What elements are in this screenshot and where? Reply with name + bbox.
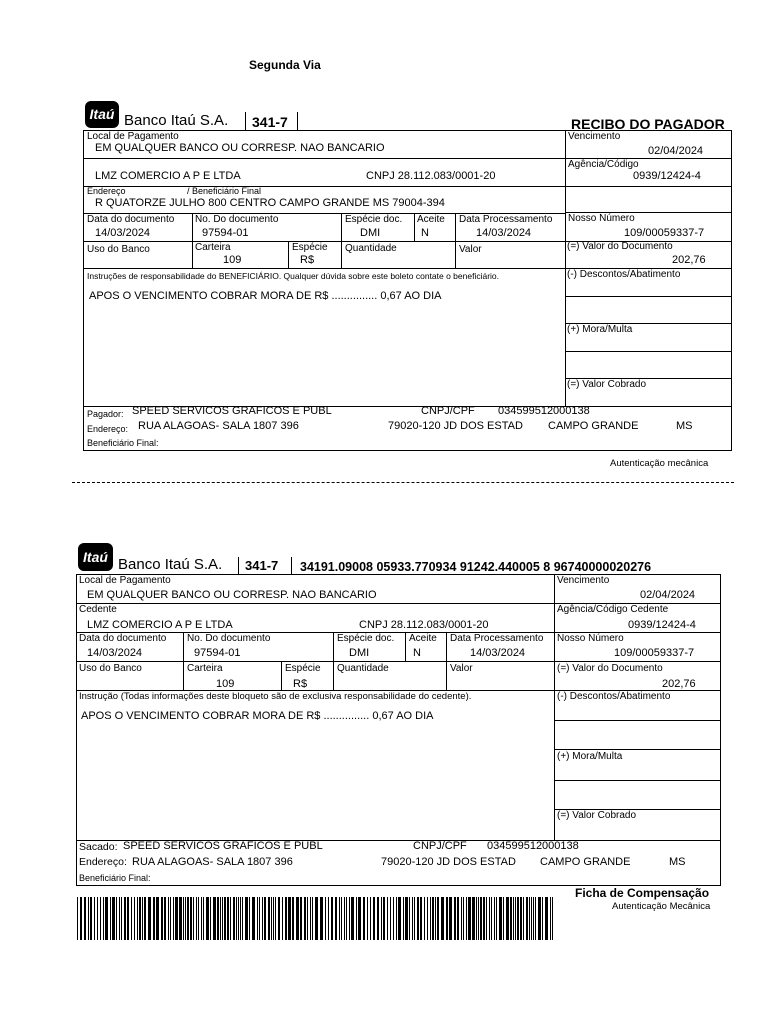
recibo-no-doc: 97594-01 bbox=[202, 227, 249, 239]
barcode-bar bbox=[424, 897, 425, 940]
barcode-bar bbox=[153, 897, 155, 940]
recibo-autenticacao: Autenticação mecânica bbox=[610, 458, 709, 469]
barcode-bar bbox=[249, 897, 250, 940]
barcode-bar bbox=[531, 897, 532, 940]
barcode-bar bbox=[383, 897, 385, 940]
barcode-bar bbox=[161, 897, 163, 940]
barcode-bar bbox=[103, 897, 104, 940]
bank-code: 341-7 bbox=[252, 114, 288, 130]
recibo-quantidade-label: Quantidade bbox=[345, 243, 397, 254]
barcode-bar bbox=[344, 897, 345, 940]
ficha-autenticacao: Autenticação Mecânica bbox=[612, 901, 711, 912]
barcode-bar bbox=[240, 897, 241, 940]
barcode-bar bbox=[131, 897, 132, 940]
ficha-cidade: CAMPO GRANDE bbox=[540, 856, 631, 868]
recibo-local: EM QUALQUER BANCO OU CORRESP. NAO BANCARIO bbox=[95, 142, 385, 154]
barcode-bar bbox=[358, 897, 361, 940]
itau-logo: Itaú bbox=[85, 101, 119, 128]
barcode-bar bbox=[496, 897, 497, 940]
barcode-bar bbox=[220, 897, 221, 940]
barcode-bar bbox=[80, 897, 82, 940]
barcode-bar bbox=[478, 897, 479, 940]
barcode-bar bbox=[552, 897, 553, 940]
ficha-bank-code: 341-7 bbox=[245, 558, 279, 573]
barcode-bar bbox=[139, 897, 141, 940]
barcode-bar bbox=[264, 897, 266, 940]
ficha-endereco-label: Endereço: bbox=[79, 856, 127, 868]
barcode-bar bbox=[542, 897, 543, 940]
ficha-nosso-numero: 109/00059337-7 bbox=[614, 647, 695, 659]
ficha-vencimento: 02/04/2024 bbox=[640, 589, 696, 601]
recibo-no-doc-label: No. Do documento bbox=[195, 214, 279, 225]
barcode-bar bbox=[262, 897, 263, 940]
barcode-bar bbox=[499, 897, 502, 940]
barcode-bar bbox=[259, 897, 260, 940]
linha-digitavel: 34191.09008 05933.770934 91242.440005 8 96740000020276 bbox=[300, 560, 652, 574]
barcode-bar bbox=[387, 897, 388, 940]
ficha-especie-label: Espécie bbox=[285, 663, 321, 674]
recibo-cep-bairro: 79020-120 JD DOS ESTAD bbox=[388, 420, 523, 432]
barcode-bar bbox=[134, 897, 135, 940]
barcode-bar bbox=[312, 897, 313, 940]
barcode-bar bbox=[227, 897, 229, 940]
barcode-bar bbox=[222, 897, 223, 940]
barcode-bar bbox=[315, 897, 318, 940]
barcode-bar bbox=[517, 897, 519, 940]
barcode-bar bbox=[430, 897, 431, 940]
bank-name: Banco Itaú S.A. bbox=[124, 112, 229, 129]
barcode-bar bbox=[535, 897, 536, 940]
recibo-agencia-label: Agência/Código bbox=[568, 159, 639, 170]
barcode-bar bbox=[550, 897, 551, 940]
recibo-aceite: N bbox=[421, 227, 429, 239]
ficha-title: Ficha de Compensação bbox=[575, 886, 710, 900]
recibo-data-proc-label: Data Processamento bbox=[459, 214, 553, 225]
barcode-bar bbox=[252, 897, 255, 940]
ficha-especie: R$ bbox=[293, 678, 308, 690]
barcode-bar bbox=[515, 897, 516, 940]
barcode-bar bbox=[466, 897, 467, 940]
ficha-cnpj-cpf-label: CNPJ/CPF bbox=[413, 840, 467, 852]
barcode-bar bbox=[526, 897, 528, 940]
barcode-bar bbox=[449, 897, 452, 940]
recibo-valor-cobrado-label: (=) Valor Cobrado bbox=[567, 379, 647, 390]
barcode-bar bbox=[148, 897, 151, 940]
ficha-agencia: 0939/12424-4 bbox=[628, 619, 696, 631]
recibo-nosso-numero: 109/00059337-7 bbox=[624, 227, 705, 239]
barcode-bar bbox=[142, 897, 143, 940]
ficha-cnpj-cpf: 034599512000138 bbox=[487, 840, 579, 852]
barcode-bar bbox=[506, 897, 509, 940]
barcode-bar bbox=[472, 897, 475, 940]
barcode-bar bbox=[346, 897, 347, 940]
ficha-cep-bairro: 79020-120 JD DOS ESTAD bbox=[381, 856, 516, 868]
barcode-bar bbox=[187, 897, 189, 940]
barcode-bar bbox=[285, 897, 287, 940]
recibo-vencimento-label: Vencimento bbox=[568, 131, 621, 142]
ficha-instrucao-label: Instrução (Todas informações deste bloqueto são de exclusiva responsabilidade do cedente). bbox=[79, 691, 472, 702]
recibo-beneficiario-final-footer: Beneficiário Final: bbox=[87, 438, 159, 448]
recibo-nosso-numero-label: Nosso Número bbox=[568, 213, 635, 224]
barcode-bar bbox=[230, 897, 231, 940]
barcode-bar bbox=[533, 897, 534, 940]
barcode-bar bbox=[217, 897, 219, 940]
barcode-bar bbox=[398, 897, 401, 940]
ficha-valor-cobrado-label: (=) Valor Cobrado bbox=[557, 810, 637, 821]
ficha-instrucoes: APOS O VENCIMENTO COBRAR MORA DE R$ ............... 0,67 AO DIA bbox=[81, 710, 434, 722]
barcode-bar bbox=[396, 897, 397, 940]
ficha-cedente: LMZ COMERCIO A P E LTDA bbox=[87, 619, 233, 631]
barcode-bar bbox=[196, 897, 197, 940]
barcode-bar bbox=[127, 897, 129, 940]
recibo-endereco-label: Endereço bbox=[87, 186, 126, 196]
barcode-bar bbox=[367, 897, 368, 940]
ficha-quantidade-label: Quantidade bbox=[337, 663, 389, 674]
recibo-endereco-pagador: RUA ALAGOAS- SALA 1807 396 bbox=[138, 420, 299, 432]
barcode-bar bbox=[173, 897, 174, 940]
barcode-bar bbox=[112, 897, 115, 940]
ficha-data-proc-label: Data Processamento bbox=[450, 633, 544, 644]
ficha-valor-doc-label: (=) Valor do Documento bbox=[557, 663, 663, 674]
recibo-uf: MS bbox=[676, 420, 693, 432]
ficha-data-proc: 14/03/2024 bbox=[470, 647, 526, 659]
barcode-bar bbox=[190, 897, 192, 940]
recibo-pagador-label: Pagador: bbox=[87, 409, 124, 419]
ficha-mora-label: (+) Mora/Multa bbox=[557, 751, 623, 762]
barcode-bar bbox=[412, 897, 413, 940]
ficha-no-doc-label: No. Do documento bbox=[187, 633, 271, 644]
recibo-especie-label: Espécie bbox=[292, 242, 328, 253]
recibo-pagador: SPEED SERVICOS GRAFICOS E PUBL bbox=[132, 405, 332, 417]
ficha-aceite: N bbox=[413, 647, 421, 659]
barcode-bar bbox=[463, 897, 464, 940]
barcode-bar bbox=[156, 897, 159, 940]
ficha-local: EM QUALQUER BANCO OU CORRESP. NAO BANCARIO bbox=[87, 589, 377, 601]
barcode-bar bbox=[468, 897, 471, 940]
barcode-bar bbox=[341, 897, 342, 940]
recibo-mora-label: (+) Mora/Multa bbox=[567, 324, 633, 335]
barcode-bar bbox=[170, 897, 171, 940]
barcode-bar bbox=[175, 897, 178, 940]
barcode-bar bbox=[304, 897, 306, 940]
ficha-sacado-label: Sacado: bbox=[79, 841, 118, 853]
recibo-uso-banco-label: Uso do Banco bbox=[87, 244, 150, 255]
barcode-bar bbox=[351, 897, 354, 940]
barcode-bar bbox=[271, 897, 272, 940]
barcode-bar bbox=[441, 897, 444, 940]
recibo-carteira: 109 bbox=[223, 254, 242, 266]
recibo-especie-doc-label: Espécie doc. bbox=[345, 214, 403, 225]
barcode-bar bbox=[489, 897, 490, 940]
barcode-bar bbox=[273, 897, 274, 940]
barcode-bar bbox=[144, 897, 146, 940]
ficha-carteira-label: Carteira bbox=[187, 663, 223, 674]
recibo-cnpj: CNPJ 28.112.083/0001-20 bbox=[366, 170, 496, 182]
barcode-bar bbox=[168, 897, 169, 940]
barcode-bar bbox=[278, 897, 280, 940]
barcode-bar bbox=[503, 897, 504, 940]
ficha-carteira: 109 bbox=[216, 678, 235, 690]
barcode-bar bbox=[307, 897, 308, 940]
barcode-bar bbox=[349, 897, 350, 940]
barcode-bar bbox=[121, 897, 122, 940]
barcode-bar bbox=[84, 897, 86, 940]
barcode-bar bbox=[238, 897, 239, 940]
barcode-bar bbox=[339, 897, 340, 940]
barcode-bar bbox=[328, 897, 329, 940]
barcode-bar bbox=[483, 897, 485, 940]
ficha-cedente-label: Cedente bbox=[79, 604, 117, 615]
barcode-bar bbox=[97, 897, 98, 940]
barcode bbox=[77, 897, 561, 940]
recibo-data-doc: 14/03/2024 bbox=[95, 227, 151, 239]
recibo-vencimento: 02/04/2024 bbox=[648, 145, 704, 157]
barcode-bar bbox=[510, 897, 512, 940]
barcode-bar bbox=[183, 897, 184, 940]
segunda-via-title: Segunda Via bbox=[249, 58, 321, 72]
recibo-beneficiario-final-label: / Beneficiário Final bbox=[187, 186, 262, 196]
barcode-bar bbox=[476, 897, 477, 940]
barcode-bar bbox=[110, 897, 111, 940]
barcode-bar bbox=[480, 897, 482, 940]
barcode-bar bbox=[198, 897, 199, 940]
barcode-bar bbox=[236, 897, 237, 940]
barcode-bar bbox=[185, 897, 186, 940]
barcode-bar bbox=[523, 897, 524, 940]
barcode-bar bbox=[373, 897, 375, 940]
barcode-bar bbox=[520, 897, 522, 940]
barcode-bar bbox=[381, 897, 382, 940]
recibo-especie-doc: DMI bbox=[360, 227, 381, 239]
ficha-local-label: Local de Pagamento bbox=[79, 575, 171, 586]
ficha-especie-doc: DMI bbox=[349, 647, 370, 659]
barcode-bar bbox=[494, 897, 495, 940]
recibo-especie: R$ bbox=[300, 254, 315, 266]
ficha-bank-name: Banco Itaú S.A. bbox=[118, 556, 223, 573]
barcode-bar bbox=[88, 897, 89, 940]
ficha-sacado: SPEED SERVICOS GRAFICOS E PUBL bbox=[123, 840, 323, 852]
recibo-descontos-label: (-) Descontos/Abatimento bbox=[567, 269, 681, 280]
recibo-title: RECIBO DO PAGADOR bbox=[571, 116, 725, 132]
barcode-bar bbox=[457, 897, 459, 940]
barcode-bar bbox=[124, 897, 126, 940]
barcode-bar bbox=[257, 897, 258, 940]
barcode-bar bbox=[417, 897, 419, 940]
barcode-bar bbox=[414, 897, 415, 940]
ficha-agencia-label: Agência/Código Cedente bbox=[557, 604, 669, 615]
barcode-bar bbox=[405, 897, 408, 940]
barcode-bar bbox=[116, 897, 117, 940]
barcode-bar bbox=[245, 897, 248, 940]
barcode-bar bbox=[77, 897, 78, 940]
barcode-bar bbox=[390, 897, 391, 940]
recibo-cnpj-cpf-label: CNPJ/CPF bbox=[421, 405, 475, 417]
recibo-data-doc-label: Data do documento bbox=[87, 214, 175, 225]
barcode-bar bbox=[331, 897, 333, 940]
barcode-bar bbox=[201, 897, 202, 940]
barcode-bar bbox=[320, 897, 323, 940]
recibo-cnpj-cpf: 034599512000138 bbox=[498, 405, 590, 417]
recibo-local-label: Local de Pagamento bbox=[87, 131, 179, 142]
barcode-bar bbox=[370, 897, 371, 940]
barcode-bar bbox=[454, 897, 456, 940]
recibo-valor-doc-label: (=) Valor do Documento bbox=[567, 241, 673, 252]
cut-line bbox=[72, 482, 734, 483]
barcode-bar bbox=[446, 897, 448, 940]
ficha-especie-doc-label: Espécie doc. bbox=[337, 633, 395, 644]
barcode-bar bbox=[377, 897, 379, 940]
barcode-bar bbox=[403, 897, 404, 940]
barcode-bar bbox=[203, 897, 204, 940]
barcode-bar bbox=[491, 897, 492, 940]
recibo-data-proc: 14/03/2024 bbox=[476, 227, 532, 239]
ficha-uf: MS bbox=[669, 856, 686, 868]
barcode-bar bbox=[296, 897, 299, 940]
barcode-bar bbox=[435, 897, 436, 940]
recibo-valor-doc: 202,76 bbox=[672, 254, 706, 266]
barcode-bar bbox=[233, 897, 235, 940]
ficha-beneficiario-final: Beneficiário Final: bbox=[79, 873, 151, 883]
barcode-bar bbox=[282, 897, 283, 940]
ficha-vencimento-label: Vencimento bbox=[557, 575, 610, 586]
barcode-bar bbox=[179, 897, 182, 940]
barcode-bar bbox=[409, 897, 410, 940]
ficha-no-doc: 97594-01 bbox=[194, 647, 241, 659]
barcode-bar bbox=[300, 897, 302, 940]
barcode-bar bbox=[119, 897, 120, 940]
ficha-data-doc: 14/03/2024 bbox=[87, 647, 143, 659]
barcode-bar bbox=[529, 897, 530, 940]
barcode-bar bbox=[213, 897, 216, 940]
itau-logo-ficha: Itaú bbox=[78, 543, 113, 571]
barcode-bar bbox=[486, 897, 487, 940]
barcode-bar bbox=[193, 897, 194, 940]
barcode-bar bbox=[137, 897, 138, 940]
ficha-valor-doc: 202,76 bbox=[662, 678, 696, 690]
barcode-bar bbox=[292, 897, 294, 940]
recibo-aceite-label: Aceite bbox=[417, 214, 445, 225]
barcode-bar bbox=[538, 897, 541, 940]
barcode-bar bbox=[288, 897, 291, 940]
barcode-bar bbox=[210, 897, 211, 940]
barcode-bar bbox=[105, 897, 108, 940]
barcode-bar bbox=[335, 897, 337, 940]
recibo-endereco: R QUATORZE JULHO 800 CENTRO CAMPO GRANDE MS 79004-394 bbox=[95, 197, 445, 209]
barcode-bar bbox=[437, 897, 439, 940]
barcode-bar bbox=[363, 897, 365, 940]
barcode-bar bbox=[310, 897, 311, 940]
recibo-instrucoes-label: Instruções de responsabilidade do BENEFICIÁRIO. Qualquer dúvida sobre este boleto contate o beneficiário. bbox=[87, 271, 500, 281]
ficha-data-doc-label: Data do documento bbox=[79, 633, 167, 644]
barcode-bar bbox=[513, 897, 514, 940]
barcode-bar bbox=[325, 897, 326, 940]
ficha-aceite-label: Aceite bbox=[409, 633, 437, 644]
barcode-bar bbox=[94, 897, 95, 940]
recibo-endereco-pagador-label: Endereço: bbox=[87, 424, 129, 434]
barcode-bar bbox=[164, 897, 166, 940]
ficha-cnpj: CNPJ 28.112.083/0001-20 bbox=[359, 619, 489, 631]
ficha-descontos-label: (-) Descontos/Abatimento bbox=[557, 691, 671, 702]
ficha-uso-banco-label: Uso do Banco bbox=[79, 663, 142, 674]
ficha-valor-label: Valor bbox=[450, 663, 473, 674]
barcode-bar bbox=[356, 897, 357, 940]
recibo-valor-label: Valor bbox=[459, 244, 482, 255]
recibo-carteira-label: Carteira bbox=[195, 242, 231, 253]
recibo-beneficiario: LMZ COMERCIO A P E LTDA bbox=[95, 170, 241, 182]
ficha-nosso-numero-label: Nosso Número bbox=[557, 633, 624, 644]
barcode-bar bbox=[100, 897, 101, 940]
barcode-bar bbox=[206, 897, 209, 940]
barcode-bar bbox=[268, 897, 270, 940]
barcode-bar bbox=[545, 897, 548, 940]
barcode-bar bbox=[427, 897, 428, 940]
barcode-bar bbox=[393, 897, 394, 940]
barcode-bar bbox=[461, 897, 462, 940]
barcode-bar bbox=[224, 897, 226, 940]
barcode-bar bbox=[275, 897, 276, 940]
recibo-cidade: CAMPO GRANDE bbox=[548, 420, 639, 432]
barcode-bar bbox=[432, 897, 434, 940]
barcode-bar bbox=[242, 897, 243, 940]
recibo-instrucoes: APOS O VENCIMENTO COBRAR MORA DE R$ ............... 0,67 AO DIA bbox=[89, 290, 442, 302]
recibo-agencia: 0939/12424-4 bbox=[633, 170, 701, 182]
ficha-endereco: RUA ALAGOAS- SALA 1807 396 bbox=[132, 856, 293, 868]
barcode-bar bbox=[420, 897, 422, 940]
barcode-bar bbox=[90, 897, 92, 940]
